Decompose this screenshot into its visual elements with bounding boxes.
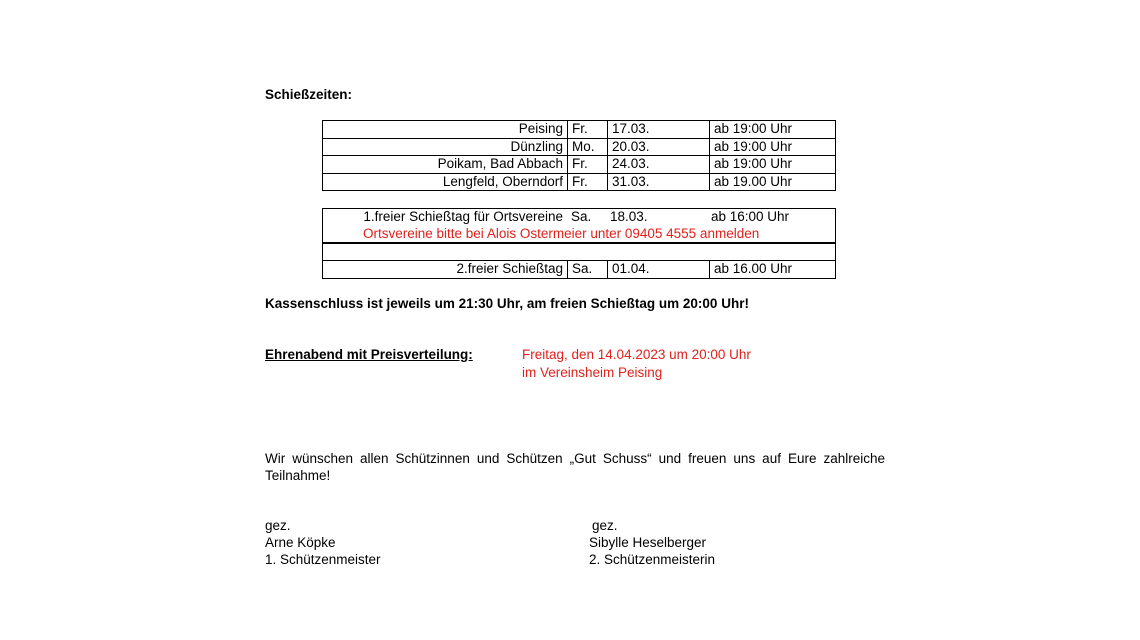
signature-name: Arne Köpke	[265, 535, 336, 550]
day-cell: Fr.	[568, 173, 608, 191]
signature-name: Sibylle Heselberger	[589, 535, 707, 550]
table-row	[323, 156, 836, 174]
table-row	[323, 138, 836, 156]
time-cell: ab 16:00 Uhr	[711, 209, 790, 225]
date-cell: 01.04.	[608, 261, 710, 279]
signature-2	[589, 517, 715, 568]
schedule-table	[322, 120, 836, 191]
free-day-2-table	[322, 243, 836, 279]
place-cell: 2.freier Schießtag	[323, 261, 568, 279]
registration-note: Ortsvereine bitte bei Alois Ostermeier unter 09405 4555 anmelden	[363, 225, 760, 241]
table-row	[323, 173, 836, 191]
date-cell: 20.03.	[608, 138, 710, 156]
place-cell: Poikam, Bad Abbach	[323, 156, 568, 174]
signature-role: 2. Schützenmeisterin	[589, 552, 716, 567]
signature-1	[265, 517, 381, 568]
spacer-row	[323, 244, 836, 261]
time-cell: ab 19:00 Uhr	[710, 156, 836, 174]
place-cell: 1.freier Schießtag für Ortsvereine	[363, 209, 563, 225]
day-cell: Sa.	[568, 261, 608, 279]
day-cell: Fr.	[568, 156, 608, 174]
date-cell: 31.03.	[608, 173, 710, 191]
day-cell: Fr.	[568, 121, 608, 139]
day-cell: Sa.	[571, 209, 592, 225]
place-cell: Peising	[323, 121, 568, 139]
date-cell: 24.03.	[608, 156, 710, 174]
signature-gez: gez.	[265, 518, 291, 533]
time-cell: ab 19.00 Uhr	[710, 173, 836, 191]
date-cell: 18.03.	[610, 209, 648, 225]
schedule-heading: Schießzeiten:	[265, 87, 353, 102]
wishes-paragraph: Wir wünschen allen Schützinnen und Schützen „Gut Schuss“ und freuen uns auf Eure zahlreiche Teilnahme!	[265, 451, 885, 483]
closing-note: Kassenschluss ist jeweils um 21:30 Uhr, am freien Schießtag um 20:00 Uhr!	[265, 296, 749, 311]
ceremony-date: Freitag, den 14.04.2023 um 20:00 Uhr	[522, 347, 751, 362]
table-row	[323, 121, 836, 139]
day-cell: Mo.	[568, 138, 608, 156]
time-cell: ab 19:00 Uhr	[710, 138, 836, 156]
free-day-1-block	[322, 208, 836, 243]
place-cell: Dünzling	[323, 138, 568, 156]
signature-role: 1. Schützenmeister	[265, 552, 381, 567]
signature-gez: gez.	[592, 518, 618, 533]
time-cell: ab 16.00 Uhr	[710, 261, 836, 279]
table-row	[323, 244, 836, 261]
place-cell: Lengfeld, Oberndorf	[323, 173, 568, 191]
date-cell: 17.03.	[608, 121, 710, 139]
ceremony-location: im Vereinsheim Peising	[522, 365, 663, 380]
time-cell: ab 19:00 Uhr	[710, 121, 836, 139]
table-row	[323, 226, 836, 243]
table-row	[323, 209, 836, 226]
ceremony-label: Ehrenabend mit Preisverteilung:	[265, 347, 473, 362]
table-row	[323, 261, 836, 279]
